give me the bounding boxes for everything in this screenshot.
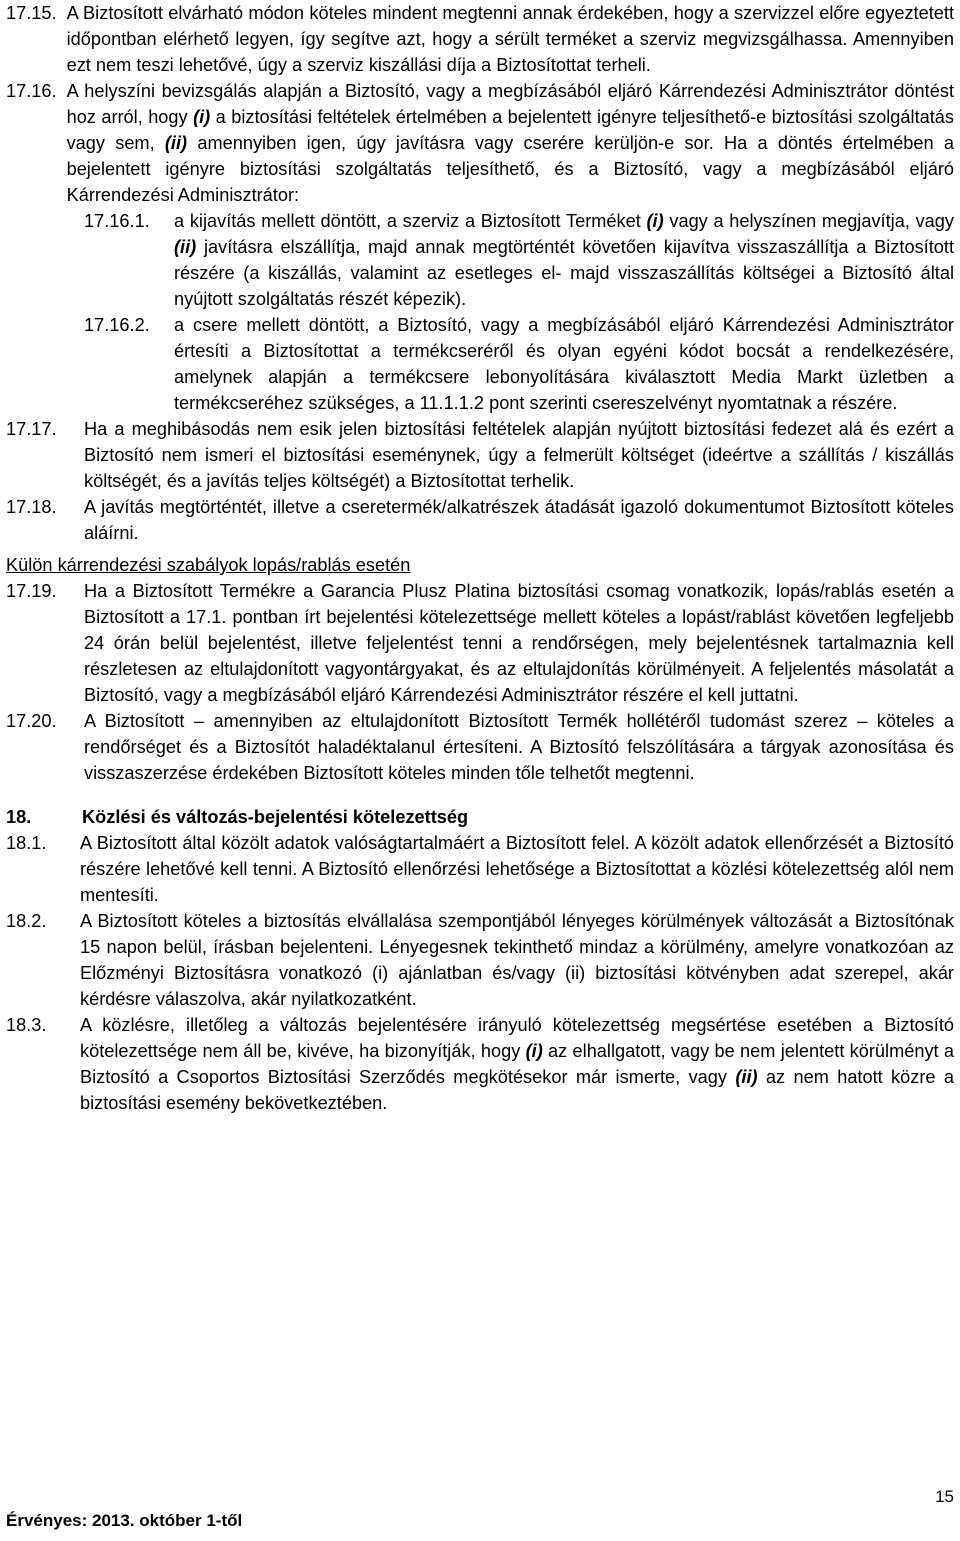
clause-18-1: [6, 830, 954, 908]
clause-text: A Biztosított – amennyiben az eltulajdonított Biztosított Termék hollétéről tudomást szerez – köteles a rendőrséget és a Biztosítót haladéktalanul értesíteni. A Biztosító felszólítására a tárgyak azonosítása és visszaszerzése érdekében Biztosított köteles minden tőle telhetőt megtenni.: [84, 711, 954, 783]
clause-number: 17.17.: [6, 419, 57, 439]
clause-number: 17.20.: [6, 711, 57, 731]
clause-text: A helyszíni bevizsgálás alapján a Biztosító, vagy a megbízásából eljáró Kárrendezési Adminisztrátor döntést hoz arról, hogy (i) a biztosítási feltételek értelmében a bejelentett igényre teljesíthető-e biztosítási szolgáltatás vagy sem, (ii) amennyiben igen, úgy javításra vagy cserére kerüljön-e sor. Ha a döntés értelmében a bejelentett igényre biztosítási szolgáltatás teljesíthető, és a Biztosító, vagy a megbízásából eljáró Kárrendezési Adminisztrátor:: [66, 81, 954, 205]
clause-number: 17.18.: [6, 497, 57, 517]
clause-text: A Biztosított által közölt adatok valóságtartalmáért a Biztosított felel. A közölt adatok ellenőrzését a Biztosító részére lehetővé kell tenni. A Biztosító ellenőrzési lehetősége a Biztosítottat a közlési kötelezettség alól nem mentesíti.: [80, 833, 954, 905]
page-number: 15: [935, 1487, 954, 1506]
clause-number: 18.3.: [6, 1015, 47, 1035]
clause-text: Ha a Biztosított Termékre a Garancia Plusz Platina biztosítási csomag vonatkozik, lopás/rablás esetén a Biztosított a 17.1. pontban írt bejelentési kötelezettsége mellett köteles a lopást/rablást követően legfeljebb 24 órán belül bejelentést, illetve feljelentést tenni a rendőrségen, mely bejelentésnek tartalmaznia kell részletesen az eltulajdonított vagyontárgyakat, és az eltulajdonítás körülményeit. A feljelentés másolatát a Biztosító, vagy a megbízásából eljáró Kárrendezési Adminisztrátor részére el kell juttatni.: [84, 581, 954, 705]
clause-17-16-2: [84, 312, 954, 416]
clause-text: a kijavítás mellett döntött, a szerviz a Biztosított Terméket (i) vagy a helyszínen megjavítja, vagy (ii) javításra elszállítja, majd annak megtörténtét követően kijavítva visszaszállítja a Biztosított részére (a kiszállás, valamint az esetleges el- majd visszaszállítás költségei a Biztosító által nyújtott szolgáltatás részét képezik).: [174, 211, 954, 309]
clause-number: 17.15.: [6, 3, 57, 23]
clause-text: A javítás megtörténtét, illetve a cseretermék/alkatrészek átadását igazoló dokumentumot Biztosított köteles aláírni.: [84, 497, 954, 543]
clause-17-19: [6, 578, 954, 708]
document-page: [6, 0, 954, 1116]
clause-17-15: [6, 0, 954, 78]
clause-number: 17.16.1.: [84, 211, 150, 231]
clause-17-17: [6, 416, 954, 494]
clause-text: A közlésre, illetőleg a változás bejelentésére irányuló kötelezettség megsértése esetében a Biztosító kötelezettsége nem áll be, kivéve, ha bizonyítják, hogy (i) az elhallgatott, vagy be nem jelentett körülményt a Biztosító a Csoportos Biztosítási Szerződés megkötésekor már ismerte, vagy (ii) az nem hatott közre a biztosítási esemény bekövetkeztében.: [80, 1015, 955, 1113]
clause-17-18: [6, 494, 954, 546]
clause-17-20: [6, 708, 954, 786]
clause-17-16-1: [84, 208, 954, 312]
clause-number: 17.16.2.: [84, 315, 150, 335]
clause-17-16: [6, 78, 954, 208]
validity-footer: Érvényes: 2013. október 1-től: [6, 1511, 243, 1530]
clause-18-3: [6, 1012, 954, 1116]
clause-text: Ha a meghibásodás nem esik jelen biztosítási feltételek alapján nyújtott biztosítási fedezet alá és ezért a Biztosító nem ismeri el biztosítási eseménynek, úgy a felmerült költséget (ideértve a szállítás / kiszállás költségét, és a javítás teljes költségét) a Biztosítottat terhelik.: [84, 419, 954, 491]
section-number: 18.: [6, 807, 32, 827]
clause-text: A Biztosított elvárható módon köteles mindent megtenni annak érdekében, hogy a szervizzel előre egyeztetett időpontban elérhető legyen, így segítve azt, hogy a sérült terméket a szerviz megvizsgálhassa. Amennyiben ezt nem teszi lehetővé, úgy a szerviz kiszállási díja a Biztosítottat terheli.: [66, 3, 954, 75]
section-heading-18: [6, 804, 954, 830]
clause-number: 17.19.: [6, 581, 57, 601]
clause-number: 18.2.: [6, 911, 47, 931]
clause-text: A Biztosított köteles a biztosítás elvállalása szempontjából lényeges körülmények változását a Biztosítónak 15 napon belül, írásban bejelenteni. Lényegesnek tekinthető mindaz a körülmény, amelyre vonatkozóan az Előzményi Biztosításra vonatkozó (i) ajánlatban és/vagy (ii) biztosítási kötvényben adat szerepel, akár kérdésre válaszolva, akár nyilatkozatként.: [80, 911, 954, 1009]
section-title: Közlési és változás-bejelentési kötelezettség: [82, 807, 469, 827]
clause-text: a csere mellett döntött, a Biztosító, vagy a megbízásából eljáró Kárrendezési Adminisztrátor értesíti a Biztosítottat a termékcseréről és olyan egyéni kódot bocsát a rendelkezésére, amelynek alapján a termékcsere lebonyolítására kiválasztott Media Markt üzletben a termékcseréhez szükséges, a 11.1.1.2 pont szerinti csereszelvényt nyomtatnak a részére.: [174, 315, 954, 413]
section-subheading: Külön kárrendezési szabályok lopás/rablás esetén: [6, 555, 411, 575]
clause-number: 18.1.: [6, 833, 47, 853]
clause-18-2: [6, 908, 954, 1012]
clause-number: 17.16.: [6, 81, 57, 101]
